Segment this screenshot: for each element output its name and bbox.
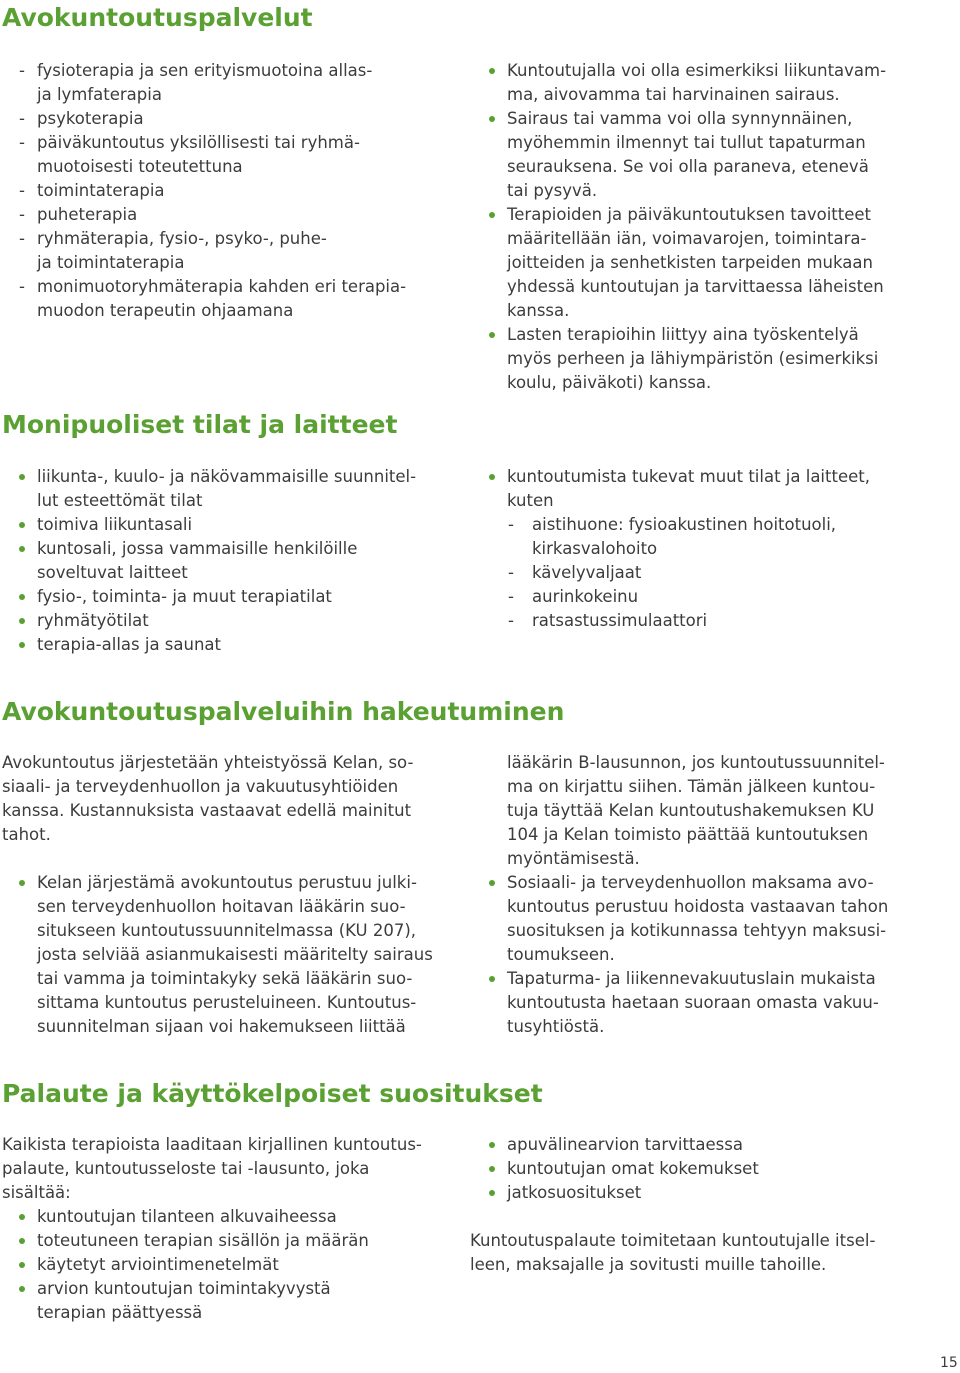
list-item <box>470 871 950 967</box>
text-line: Lasten terapioihin liittyy aina työskentelyä <box>507 325 859 344</box>
text-line: kanssa. Kustannuksista vastaavat edellä mainitut <box>2 801 412 820</box>
text-line: kuntosali, jossa vammaisille henkilöille <box>37 539 358 558</box>
list-item <box>470 561 950 585</box>
funding-bullets <box>470 871 950 1039</box>
text-line: - aurinkokeinu <box>532 587 639 606</box>
other-facilities <box>470 465 950 633</box>
text-line: Avokuntoutus järjestetään yhteistyössä Kelan, so- <box>2 753 414 772</box>
text-line: sittama kuntoutus perusteluineen. Kuntoutus- <box>37 993 417 1012</box>
list-item <box>0 465 460 513</box>
text-line: fysio-, toiminta- ja muut terapiatilat <box>37 587 332 606</box>
text-line: toumukseen. <box>507 945 615 964</box>
page-number: 15 <box>940 1355 958 1371</box>
list-item <box>470 1157 950 1181</box>
feedback-intro <box>2 1133 462 1205</box>
list-item <box>0 609 460 633</box>
text-line: suunnitelman sijaan voi hakemukseen liittää <box>37 1017 406 1036</box>
text-line: ryhmätyötilat <box>37 611 149 630</box>
feedback-delivery-paragraph <box>470 1229 950 1277</box>
text-line: yhdessä kuntoutujan ja tarvittaessa läheisten <box>507 277 884 296</box>
text-line: joitteiden ja senhetkisten tarpeiden mukaan <box>507 253 873 272</box>
list-item <box>0 1229 460 1253</box>
text-line: muotoisesti toteutettuna <box>37 157 243 176</box>
text-line: Kuntoutujalla voi olla esimerkiksi liikuntavam- <box>507 61 887 80</box>
text-line: kanssa. <box>507 301 570 320</box>
list-item <box>470 1229 950 1277</box>
list-item <box>470 513 950 561</box>
text-line: palaute, kuntoutusseloste tai -lausunto, joka <box>2 1159 370 1178</box>
list-item <box>0 59 460 107</box>
patients-info-list <box>470 59 950 395</box>
list-item <box>470 1133 950 1157</box>
text-line: koulu, päiväkoti) kanssa. <box>507 373 712 392</box>
list-item <box>470 751 950 871</box>
text-line: Tapaturma- ja liikennevakuutuslain mukaista <box>507 969 876 988</box>
list-item <box>470 967 950 1039</box>
list-item <box>470 59 950 107</box>
text-line: leen, maksajalle ja sovitusti muille tahoille. <box>470 1255 827 1274</box>
feedback-more-list <box>470 1133 950 1205</box>
facilities-list <box>0 465 460 657</box>
text-line: kuten <box>507 491 554 510</box>
list-item <box>0 513 460 537</box>
text-line: terapian päättyessä <box>37 1303 203 1322</box>
other-facilities-sublist <box>470 513 950 633</box>
text-line: lut esteettömät tilat <box>37 491 203 510</box>
list-item <box>470 585 950 609</box>
text-line: apuvälinearvion tarvittaessa <box>507 1135 743 1154</box>
text-line: - ratsastussimulaattori <box>532 611 708 630</box>
text-line: kuntoutus perustuu hoidosta vastaavan tahon <box>507 897 889 916</box>
text-line: määritellään iän, voimavarojen, toimintara- <box>507 229 867 248</box>
text-line: lääkärin B-lausunnon, jos kuntoutussuunnitel- <box>507 753 885 772</box>
list-item <box>0 203 460 227</box>
list-item <box>0 1277 460 1325</box>
text-line: jatkosuositukset <box>507 1183 642 1202</box>
list-item <box>2 1133 462 1205</box>
list-item <box>470 323 950 395</box>
text-line: - toimintaterapia <box>37 181 165 200</box>
text-line: josta selviää asianmukaisesti määritelty sairaus <box>37 945 433 964</box>
text-line: toimiva liikuntasali <box>37 515 193 534</box>
text-line: sisältää: <box>2 1183 71 1202</box>
text-line: siaali- ja terveydenhuollon ja vakuutusyhtiöiden <box>2 777 399 796</box>
text-line: - ryhmäterapia, fysio-, psyko-, puhe- <box>37 229 327 248</box>
kela-bullet <box>0 871 460 1039</box>
section-title-tilat-ja-laitteet: Monipuoliset tilat ja laitteet <box>2 410 398 439</box>
text-line: Kuntoutuspalaute toimitetaan kuntoutujalle itsel- <box>470 1231 876 1250</box>
list-item <box>0 537 460 585</box>
text-line: tahot. <box>2 825 51 844</box>
text-line: terapia-allas ja saunat <box>37 635 222 654</box>
text-line: myöhemmin ilmennyt tai tullut tapaturman <box>507 133 866 152</box>
b-statement-paragraph <box>470 751 950 871</box>
text-line: seurauksena. Se voi olla paraneva, etenevä <box>507 157 869 176</box>
text-line: - aistihuone: fysioakustinen hoitotuoli, <box>532 515 837 534</box>
text-line: kuntoutumista tukevat muut tilat ja laitteet, <box>507 467 870 486</box>
application-intro <box>2 751 462 847</box>
text-line: kuntoutusta haetaan suoraan omasta vakuu- <box>507 993 879 1012</box>
text-line: tai vamma ja toimintakyky sekä lääkärin suo- <box>37 969 413 988</box>
list-item <box>0 275 460 323</box>
list-item <box>0 871 460 1039</box>
list-item <box>2 751 462 847</box>
list-item <box>0 633 460 657</box>
section-title-avokuntoutuspalvelut: Avokuntoutuspalvelut <box>2 3 313 32</box>
list-item <box>0 179 460 203</box>
text-line: Kelan järjestämä avokuntoutus perustuu julki- <box>37 873 417 892</box>
text-line: myös perheen ja lähiympäristön (esimerkiksi <box>507 349 879 368</box>
list-item <box>0 131 460 179</box>
text-line: muodon terapeutin ohjaamana <box>37 301 294 320</box>
text-line: situkseen kuntoutussuunnitelmassa (KU 207), <box>37 921 417 940</box>
application-right <box>470 751 950 1039</box>
text-line: Sosiaali- ja terveydenhuollon maksama avo- <box>507 873 874 892</box>
text-line: kuntoutujan omat kokemukset <box>507 1159 759 1178</box>
section-title-palaute: Palaute ja käyttökelpoiset suositukset <box>2 1079 543 1108</box>
section-title-hakeutuminen: Avokuntoutuspalveluihin hakeutuminen <box>2 697 565 726</box>
text-line: soveltuvat laitteet <box>37 563 188 582</box>
text-line: kirkasvalohoito <box>532 539 658 558</box>
text-line: ja toimintaterapia <box>37 253 185 272</box>
text-line: ja lymfaterapia <box>37 85 162 104</box>
text-line: myöntämisestä. <box>507 849 640 868</box>
list-item <box>470 1181 950 1205</box>
text-line: arvion kuntoutujan toimintakyvystä <box>37 1279 331 1298</box>
text-line: ma on kirjattu siihen. Tämän jälkeen kuntou- <box>507 777 876 796</box>
text-line: - fysioterapia ja sen erityismuotoina allas- <box>37 61 373 80</box>
text-line: - monimuotoryhmäterapia kahden eri terapia- <box>37 277 407 296</box>
text-line: toteutuneen terapian sisällön ja määrän <box>37 1231 369 1250</box>
text-line: kuntoutujan tilanteen alkuvaiheessa <box>37 1207 337 1226</box>
list-item <box>0 1253 460 1277</box>
text-line: - kävelyvaljaat <box>532 563 642 582</box>
text-line: - päiväkuntoutus yksilöllisesti tai ryhmä- <box>37 133 360 152</box>
text-line: 104 ja Kelan toimisto päättää kuntoutuksen <box>507 825 869 844</box>
list-item <box>470 465 950 513</box>
list-item <box>0 1205 460 1229</box>
list-item <box>0 227 460 275</box>
list-item <box>470 203 950 323</box>
text-line: Terapioiden ja päiväkuntoutuksen tavoitteet <box>507 205 872 224</box>
text-line: sen terveydenhuollon hoitavan lääkärin suo- <box>37 897 406 916</box>
other-facilities-bullet <box>470 465 950 513</box>
list-item <box>470 609 950 633</box>
list-item <box>0 107 460 131</box>
list-item <box>470 107 950 203</box>
text-line: Sairaus tai vamma voi olla synnynnäinen, <box>507 109 853 128</box>
services-list <box>0 59 460 323</box>
text-line: tai pysyvä. <box>507 181 598 200</box>
text-line: liikunta-, kuulo- ja näkövammaisille suunnitel- <box>37 467 417 486</box>
text-line: suosituksen ja kotikunnassa tehtyyn maksusi- <box>507 921 887 940</box>
text-line: käytetyt arviointimenetelmät <box>37 1255 279 1274</box>
text-line: - psykoterapia <box>37 109 144 128</box>
feedback-contents-list <box>0 1205 460 1325</box>
text-line: Kaikista terapioista laaditaan kirjallinen kuntoutus- <box>2 1135 422 1154</box>
text-line: tuja täyttää Kelan kuntoutushakemuksen KU <box>507 801 875 820</box>
text-line: ma, aivovamma tai harvinainen sairaus. <box>507 85 840 104</box>
list-item <box>0 585 460 609</box>
text-line: tusyhtiöstä. <box>507 1017 605 1036</box>
text-line: - puheterapia <box>37 205 138 224</box>
